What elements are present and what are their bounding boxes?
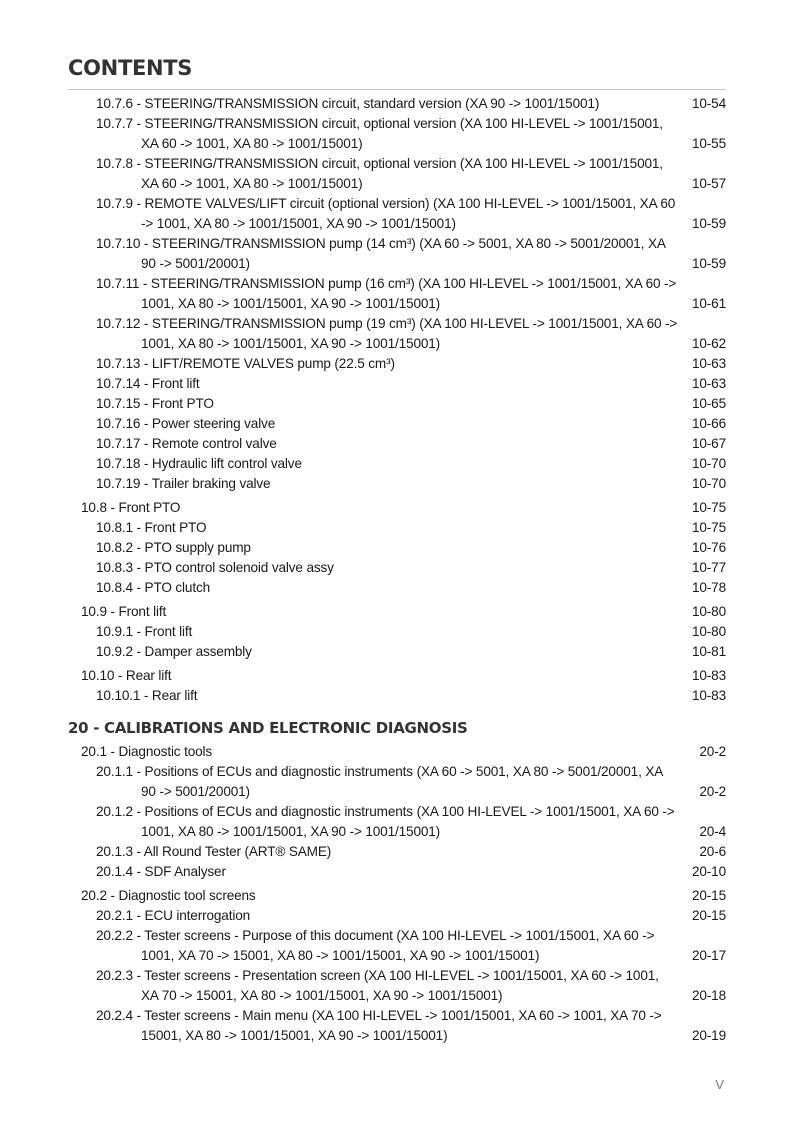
entry-text: 10.8.4 - PTO clutch xyxy=(96,580,211,595)
entry-text: 20.2.1 - ECU interrogation xyxy=(96,908,251,923)
entry-text: 10.8.3 - PTO control solenoid valve assy xyxy=(96,560,334,575)
entry-text: 10.9 - Front lift xyxy=(81,604,167,619)
entry-text: 10.9.2 - Damper assembly xyxy=(96,644,252,659)
entry-text: 20.1.2 - Positions of ECUs and diagnostic instruments (XA 100 HI-LEVEL -> 1001/15001, XA 60 -> 1001, XA 80 -> 1001/15001, XA 90 -> 1001/15001) xyxy=(96,804,675,839)
entry-page: 10-75 xyxy=(691,500,726,515)
entry-page: 20-15 xyxy=(691,888,726,903)
toc-entry[interactable] xyxy=(0,642,794,662)
toc-chapter[interactable] xyxy=(0,498,794,518)
toc-entry[interactable] xyxy=(0,114,794,154)
toc-chapter[interactable] xyxy=(0,886,794,906)
entry-page: 10-63 xyxy=(691,376,726,391)
entry-text: 20.2.2 - Tester screens - Purpose of this document (XA 100 HI-LEVEL -> 1001/15001, XA 60 -> 1001, XA 70 -> 15001, XA 80 -> 1001/15001, XA 90 -> 1001/15001) xyxy=(96,928,655,963)
entry-text: 20.2 - Diagnostic tool screens xyxy=(81,888,256,903)
toc-entry[interactable] xyxy=(0,802,794,842)
entry-text: 20.1.3 - All Round Tester (ART® SAME) xyxy=(96,844,332,859)
entry-text: 10.7.17 - Remote control valve xyxy=(96,436,277,451)
title-rule xyxy=(68,89,726,90)
entry-text: 10.7.18 - Hydraulic lift control valve xyxy=(96,456,302,471)
toc-entry[interactable] xyxy=(0,234,794,274)
entry-text: 20.1.4 - SDF Analyser xyxy=(96,864,226,879)
toc-entry[interactable] xyxy=(0,1006,794,1046)
toc-entry[interactable] xyxy=(0,862,794,882)
entry-page: 10-62 xyxy=(691,336,726,351)
entry-page: 20-10 xyxy=(691,864,726,879)
toc-entry[interactable] xyxy=(0,194,794,234)
entry-text: 10.7.19 - Trailer braking valve xyxy=(96,476,271,491)
entry-page: 10-66 xyxy=(691,416,726,431)
entry-text: 10.7.13 - LIFT/REMOTE VALVES pump (22.5 cm³) xyxy=(96,356,395,371)
entry-page: 10-80 xyxy=(691,624,726,639)
entry-text: 10.7.16 - Power steering valve xyxy=(96,416,276,431)
entry-text: 10.7.7 - STEERING/TRANSMISSION circuit, optional version (XA 100 HI-LEVEL -> 1001/15001, XA 60 -> 1001, XA 80 -> 1001/15001) xyxy=(96,116,663,151)
toc-entry[interactable] xyxy=(0,414,794,434)
toc-entry[interactable] xyxy=(0,966,794,1006)
entry-page: 10-65 xyxy=(691,396,726,411)
entry-page: 20-15 xyxy=(691,908,726,923)
entry-page: 10-77 xyxy=(691,560,726,575)
toc-chapter[interactable] xyxy=(0,666,794,686)
toc xyxy=(0,94,794,1046)
toc-entry[interactable] xyxy=(0,94,794,114)
entry-text: 10.7.12 - STEERING/TRANSMISSION pump (19 cm³) (XA 100 HI-LEVEL -> 1001/15001, XA 60 -> 1001, XA 80 -> 1001/15001, XA 90 -> 1001/15001) xyxy=(96,316,678,351)
toc-entry[interactable] xyxy=(0,906,794,926)
entry-page: 10-59 xyxy=(691,216,726,231)
toc-entry[interactable] xyxy=(0,454,794,474)
entry-page: 10-61 xyxy=(691,296,726,311)
entry-page: 10-75 xyxy=(691,520,726,535)
entry-page: 20-6 xyxy=(699,844,726,859)
entry-text: 10.9.1 - Front lift xyxy=(96,624,193,639)
entry-page: 10-78 xyxy=(691,580,726,595)
entry-page: 10-70 xyxy=(691,456,726,471)
toc-entry[interactable] xyxy=(0,274,794,314)
entry-page: 20-18 xyxy=(691,988,726,1003)
entry-page: 10-83 xyxy=(691,688,726,703)
entry-text: 20.2.4 - Tester screens - Main menu (XA 100 HI-LEVEL -> 1001/15001, XA 60 -> 1001, XA 70 -> 15001, XA 80 -> 1001/15001, XA 90 -> 1001/15001) xyxy=(96,1008,662,1043)
entry-page: 10-67 xyxy=(691,436,726,451)
toc-entry[interactable] xyxy=(0,314,794,354)
toc-entry[interactable] xyxy=(0,622,794,642)
entry-page: 10-54 xyxy=(691,96,726,111)
entry-page: 10-83 xyxy=(691,668,726,683)
entry-text: 10.7.15 - Front PTO xyxy=(96,396,214,411)
entry-text: 20.2.3 - Tester screens - Presentation screen (XA 100 HI-LEVEL -> 1001/15001, XA 60 -> 1001, XA 70 -> 15001, XA 80 -> 1001/15001, XA 90 -> 1001/15001) xyxy=(96,968,659,1003)
entry-text: 10.8 - Front PTO xyxy=(81,500,181,515)
section-heading[interactable]: 20 - CALIBRATIONS AND ELECTRONIC DIAGNOSIS xyxy=(68,719,468,737)
toc-entry[interactable] xyxy=(0,374,794,394)
entry-page: 10-55 xyxy=(691,136,726,151)
entry-page: 20-19 xyxy=(691,1028,726,1043)
entry-text: 10.10 - Rear lift xyxy=(81,668,172,683)
entry-page: 20-4 xyxy=(699,824,726,839)
toc-entry[interactable] xyxy=(0,578,794,598)
entry-page: 20-17 xyxy=(691,948,726,963)
toc-entry[interactable] xyxy=(0,518,794,538)
entry-page: 10-76 xyxy=(691,540,726,555)
toc-entry[interactable] xyxy=(0,394,794,414)
toc-entry[interactable] xyxy=(0,538,794,558)
page-number: V xyxy=(715,1077,724,1092)
entry-page: 10-81 xyxy=(691,644,726,659)
entry-page: 10-80 xyxy=(691,604,726,619)
entry-page: 10-57 xyxy=(691,176,726,191)
entry-page: 10-59 xyxy=(691,256,726,271)
page-title: CONTENTS xyxy=(68,56,193,80)
toc-entry[interactable] xyxy=(0,926,794,966)
entry-text: 10.7.11 - STEERING/TRANSMISSION pump (16 cm³) (XA 100 HI-LEVEL -> 1001/15001, XA 60 -> 1001, XA 80 -> 1001/15001, XA 90 -> 1001/15001) xyxy=(96,276,677,311)
toc-entry[interactable] xyxy=(0,354,794,374)
entry-text: 10.8.2 - PTO supply pump xyxy=(96,540,251,555)
entry-text: 10.7.10 - STEERING/TRANSMISSION pump (14 cm³) (XA 60 -> 5001, XA 80 -> 5001/20001, XA 90 -> 5001/20001) xyxy=(96,236,666,271)
entry-text: 10.7.9 - REMOTE VALVES/LIFT circuit (optional version) (XA 100 HI-LEVEL -> 1001/15001, XA 60 -> 1001, XA 80 -> 1001/15001, XA 90 -> 1001/15001) xyxy=(96,196,676,231)
entry-page: 10-70 xyxy=(691,476,726,491)
toc-entry[interactable] xyxy=(0,686,794,706)
entry-text: 10.7.6 - STEERING/TRANSMISSION circuit, standard version (XA 90 -> 1001/15001) xyxy=(96,96,600,111)
entry-page: 10-63 xyxy=(691,356,726,371)
toc-entry[interactable] xyxy=(0,842,794,862)
toc-entry[interactable] xyxy=(0,474,794,494)
entry-text: 10.7.14 - Front lift xyxy=(96,376,200,391)
entry-text: 20.1.1 - Positions of ECUs and diagnostic instruments (XA 60 -> 5001, XA 80 -> 5001/20001, XA 90 -> 5001/20001) xyxy=(96,764,663,799)
entry-text: 10.7.8 - STEERING/TRANSMISSION circuit, optional version (XA 100 HI-LEVEL -> 1001/15001, XA 60 -> 1001, XA 80 -> 1001/15001) xyxy=(96,156,663,191)
toc-entry[interactable] xyxy=(0,434,794,454)
entry-page: 20-2 xyxy=(699,784,726,799)
toc-chapter[interactable] xyxy=(0,742,794,762)
entry-text: 20.1 - Diagnostic tools xyxy=(81,744,213,759)
toc-chapter[interactable] xyxy=(0,602,794,622)
toc-entry[interactable] xyxy=(0,762,794,802)
entry-text: 10.10.1 - Rear lift xyxy=(96,688,198,703)
toc-entry[interactable] xyxy=(0,558,794,578)
toc-entry[interactable] xyxy=(0,154,794,194)
entry-text: 10.8.1 - Front PTO xyxy=(96,520,207,535)
entry-page: 20-2 xyxy=(699,744,726,759)
